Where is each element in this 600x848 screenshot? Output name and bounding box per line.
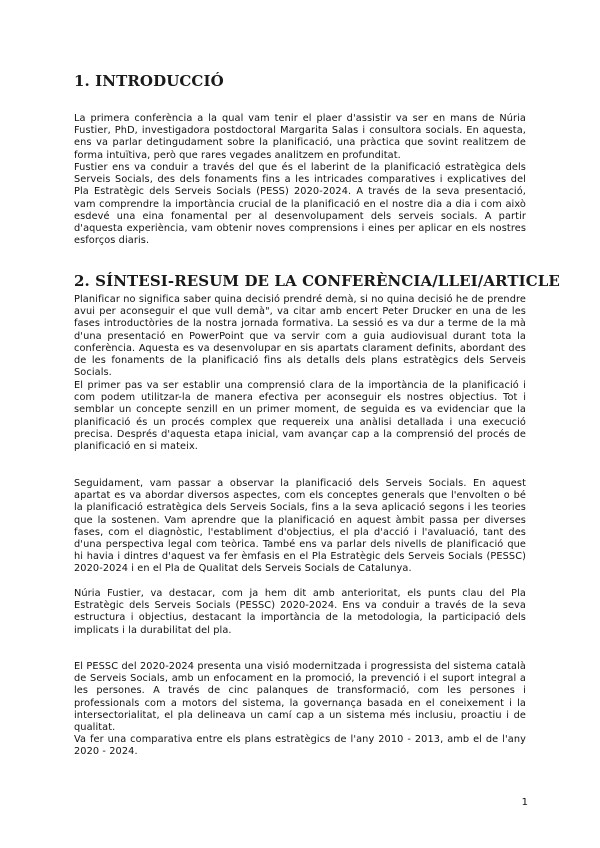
section-heading-sintesi: 2. SÍNTESI-RESUM DE LA CONFERÈNCIA/LLEI/ARTICLE [74, 272, 560, 290]
summary-paragraph-2: El primer pas va ser establir una comprensió clara de la importància de la planificació i com podem utilitzar-la de manera efectiva per aconseguir els nostres objectius. Tot i semblar un concepte senzill en un primer moment, de seguida es va evidenciar que la planificació és un procés complex que requereix una anàlisi detallada i una execució precisa. Després d'aquesta etapa inicial, vam avançar cap a la comprensió del procés de planificació en si mateix. [74, 380, 526, 453]
page-number: 1 [521, 797, 528, 808]
section-heading-introduccio: 1. INTRODUCCIÓ [74, 72, 224, 90]
summary-paragraph-1: Planificar no significa saber quina decisió prendré demà, si no quina decisió he de prendre avui per aconseguir el que vull demà", va citar amb encert Peter Drucker en una de les fases introductòries de la nostra jornada formativa. La sessió es va dur a terme de la mà d'una presentació en PowerPoint que va servir com a guia audiovisual durant tota la conferència. Aquesta es va desenvolupar en sis apartats clarament definits, abordant des de les fonaments de la planificació fins als detalls dels plans estratègics dels Serveis Socials. [74, 294, 526, 379]
intro-paragraph-1: La primera conferència a la qual vam tenir el plaer d'assistir va ser en mans de Núria Fustier, PhD, investigadora postdoctoral Margarita Salas i consultora socials. En aquesta, ens va parlar detingudament sobre la planificació, una pràctica que sovint realitzem de forma intuïtiva, però que rares vegades analitzem en profunditat. [74, 113, 526, 161]
summary-paragraph-6: Va fer una comparativa entre els plans estratègics de l'any 2010 - 2013, amb el de l'any 2020 - 2024. [74, 734, 526, 758]
summary-paragraph-3: Seguidament, vam passar a observar la planificació dels Serveis Socials. En aquest apartat es va abordar diversos aspectes, com els conceptes generals que l'envolten o bé la planificació estratègica dels Serveis Socials, fins a la seva aplicació segons i les teories que la sostenen. Vam aprendre que la planificació en aquest àmbit passa per diverses fases, com el diagnòstic, l'establiment d'objectius, el pla d'acció i l'avaluació, tant des d'una perspectiva legal com teòrica. També ens va parlar dels nivells de planificació que hi havia i dintres d'aquest va fer èmfasis en el Pla Estratègic dels Serveis Socials (PESSC) 2020-2024 i en el Pla de Qualitat dels Serveis Socials de Catalunya. [74, 478, 526, 575]
intro-paragraph-2: Fustier ens va conduir a través del que és el laberint de la planificació estratègica dels Serveis Socials, des dels fonaments fins a les intricades comparatives i explicatives del Pla Estratègic dels Serveis Socials (PESS) 2020-2024. A través de la seva presentació, vam comprendre la importància crucial de la planificació en el nostre dia a dia i com això esdevé una eina fonamental per al desenvolupament dels serveis socials. A partir d'aquesta experiència, vam obtenir noves comprensions i eines per aplicar en els nostres esforços diaris. [74, 162, 526, 247]
summary-paragraph-4: Núria Fustier, va destacar, com ja hem dit amb anterioritat, els punts clau del Pla Estratègic dels Serveis Socials (PESSC) 2020-2024. Ens va conduir a través de la seva estructura i objectius, destacant la importància de la metodologia, la participació dels implicats i la durabilitat del pla. [74, 588, 526, 636]
summary-paragraph-5: El PESSC del 2020-2024 presenta una visió modernitzada i progressista del sistema català de Serveis Socials, amb un enfocament en la promoció, la prevenció i el suport integral a les persones. A través de cinc palanques de transformació, com les persones i professionals com a motors del sistema, la governança basada en el coneixement i la intersectorialitat, el pla delineava un camí cap a un sistema més inclusiu, proactiu i de qualitat. [74, 661, 526, 734]
